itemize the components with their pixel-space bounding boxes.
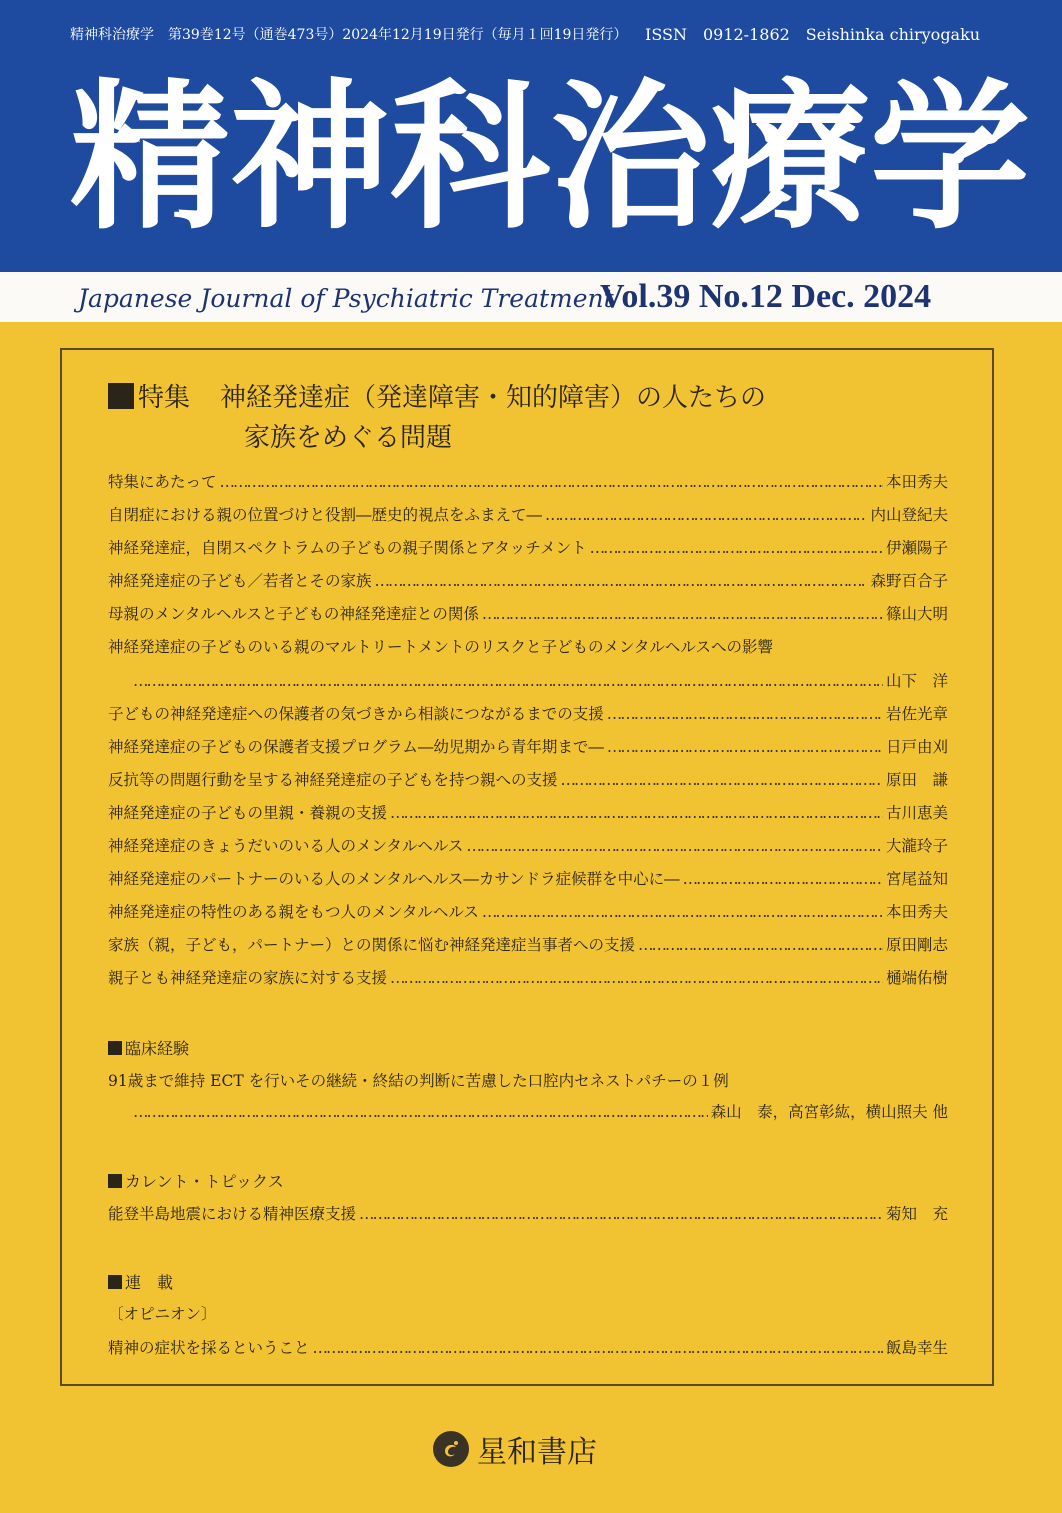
article-author: 樋端佑樹 xyxy=(885,969,948,987)
toc-entry xyxy=(108,569,948,591)
article-title: 神経発達症の特性のある親をもつ人のメンタルヘルス xyxy=(108,903,479,921)
leader-dots xyxy=(390,969,883,987)
publisher xyxy=(433,1427,597,1471)
toc-entry xyxy=(108,768,948,790)
publisher-logo-icon xyxy=(433,1431,469,1467)
article-author: 伊瀬陽子 xyxy=(885,539,948,557)
toc-entry xyxy=(108,503,948,525)
article-author: 宮尾益知 xyxy=(885,870,948,888)
toc-entry xyxy=(108,1336,948,1358)
article-title: 神経発達症のパートナーのいる人のメンタルヘルス―カサンドラ症候群を中心に― xyxy=(108,870,680,888)
toc-entry xyxy=(108,735,948,757)
leader-dots xyxy=(590,539,883,557)
feature-keyword: 特集 xyxy=(138,383,191,413)
toc-entry xyxy=(108,702,948,724)
leader-dots xyxy=(390,804,883,822)
article-author: 飯島幸生 xyxy=(885,1339,948,1357)
leader-dots xyxy=(466,837,883,855)
article-title: 反抗等の問題行動を呈する神経発達症の子どもを持つ親への支援 xyxy=(108,771,558,789)
article-title: 神経発達症，自閉スペクトラムの子どもの親子関係とアタッチメント xyxy=(108,539,587,557)
leader-dots xyxy=(545,506,867,524)
toc-entry xyxy=(108,602,948,624)
article-title: 神経発達症の子ども／若者とその家族 xyxy=(108,572,372,590)
section-heading-clinical: 臨床経験 xyxy=(108,1036,189,1059)
leader-dots xyxy=(607,705,883,723)
toc-entry xyxy=(108,900,948,922)
article-author: 日戸由刈 xyxy=(885,738,948,756)
leader-dots xyxy=(375,572,868,590)
toc-entry xyxy=(108,933,948,955)
square-bullet-icon xyxy=(108,1174,122,1188)
leader-dots xyxy=(313,1339,883,1357)
square-bullet-icon xyxy=(108,383,134,409)
toc-entry xyxy=(108,867,948,889)
leader-dots xyxy=(561,771,883,789)
section-heading-current-topics: カレント・トピックス xyxy=(108,1169,284,1192)
journal-title: 精神科治療学 xyxy=(70,64,1031,251)
square-bullet-icon xyxy=(108,1041,122,1055)
leader-dots xyxy=(638,936,883,954)
article-author: 篠山大明 xyxy=(885,605,948,623)
article-author: 岩佐光章 xyxy=(885,705,948,723)
article-author: 本田秀夫 xyxy=(885,903,948,921)
article-author: 原田 謙 xyxy=(885,771,948,789)
square-bullet-icon xyxy=(108,1275,122,1289)
article-title: 家族（親，子ども，パートナー）との関係に悩む神経発達症当事者への支援 xyxy=(108,936,636,954)
toc-entry xyxy=(108,536,948,558)
publisher-name: 星和書店 xyxy=(477,1435,597,1470)
leader-dots xyxy=(359,1205,883,1223)
toc-entry xyxy=(130,1100,948,1122)
english-title: Japanese Journal of Psychiatric Treatment xyxy=(78,284,614,313)
feature-title-line2: 家族をめぐる問題 xyxy=(244,423,453,453)
toc-entry xyxy=(108,966,948,988)
article-author: 原田剛志 xyxy=(885,936,948,954)
feature-title-line1: 神経発達症（発達障害・知的障害）の人たちの xyxy=(220,383,767,413)
article-title: 精神の症状を採るということ xyxy=(108,1339,310,1357)
section-heading-serial: 連 載 xyxy=(108,1270,173,1293)
clinical-title: 91歳まで維持 ECT を行いその継続・終結の判断に苦慮した口腔内セネストパチーの１例 xyxy=(108,1072,729,1090)
leader-dots xyxy=(482,903,883,921)
article-author: 菊知 充 xyxy=(885,1205,948,1223)
article-title: 神経発達症の子どものいる親のマルトリートメントのリスクと子どものメンタルヘルスへの影響 xyxy=(108,638,773,656)
issn-line: ISSN 0912-1862 Seishinka chiryogaku xyxy=(645,25,981,44)
article-title: 神経発達症の子どもの保護者支援プログラム―幼児期から青年期まで― xyxy=(108,738,604,756)
article-title: 自閉症における親の位置づけと役割―歴史的視点をふまえて― xyxy=(108,506,543,524)
article-author: 山下 洋 xyxy=(885,672,948,690)
volume-issue: Vol.39 No.12 Dec. 2024 xyxy=(600,278,932,315)
publication-info: 精神科治療学 第39巻12号（通巻473号）2024年12月19日発行（毎月１回19日発行） xyxy=(70,27,628,43)
toc-entry xyxy=(108,1202,948,1224)
leader-dots xyxy=(683,870,883,888)
clinical-authors: 森山 泰，高宮彰紘，横山照夫 他 xyxy=(710,1103,948,1121)
article-title: 神経発達症のきょうだいのいる人のメンタルヘルス xyxy=(108,837,464,855)
article-author: 古川恵美 xyxy=(885,804,948,822)
article-title: 親子とも神経発達症の家族に対する支援 xyxy=(108,969,388,987)
toc-entry xyxy=(130,669,948,691)
article-author: 内山登紀夫 xyxy=(870,506,948,524)
serial-subheading: 〔オピニオン〕 xyxy=(108,1305,217,1323)
leader-dots xyxy=(220,473,883,491)
leader-dots xyxy=(133,672,883,690)
toc-entry xyxy=(108,801,948,823)
article-author: 本田秀夫 xyxy=(885,473,948,491)
leader-dots xyxy=(133,1103,708,1121)
article-title: 母親のメンタルヘルスと子どもの神経発達症との関係 xyxy=(108,605,479,623)
article-author: 大瀧玲子 xyxy=(885,837,948,855)
leader-dots xyxy=(607,738,883,756)
article-title: 特集にあたって xyxy=(108,473,217,491)
toc-entry xyxy=(108,470,948,492)
article-title: 神経発達症の子どもの里親・養親の支援 xyxy=(108,804,388,822)
article-title: 子どもの神経発達症への保護者の気づきから相談につながるまでの支援 xyxy=(108,705,604,723)
article-author: 森野百合子 xyxy=(870,572,948,590)
article-title: 能登半島地震における精神医療支援 xyxy=(108,1205,357,1223)
toc-entry xyxy=(108,834,948,856)
feature-heading xyxy=(108,378,958,458)
leader-dots xyxy=(482,605,883,623)
